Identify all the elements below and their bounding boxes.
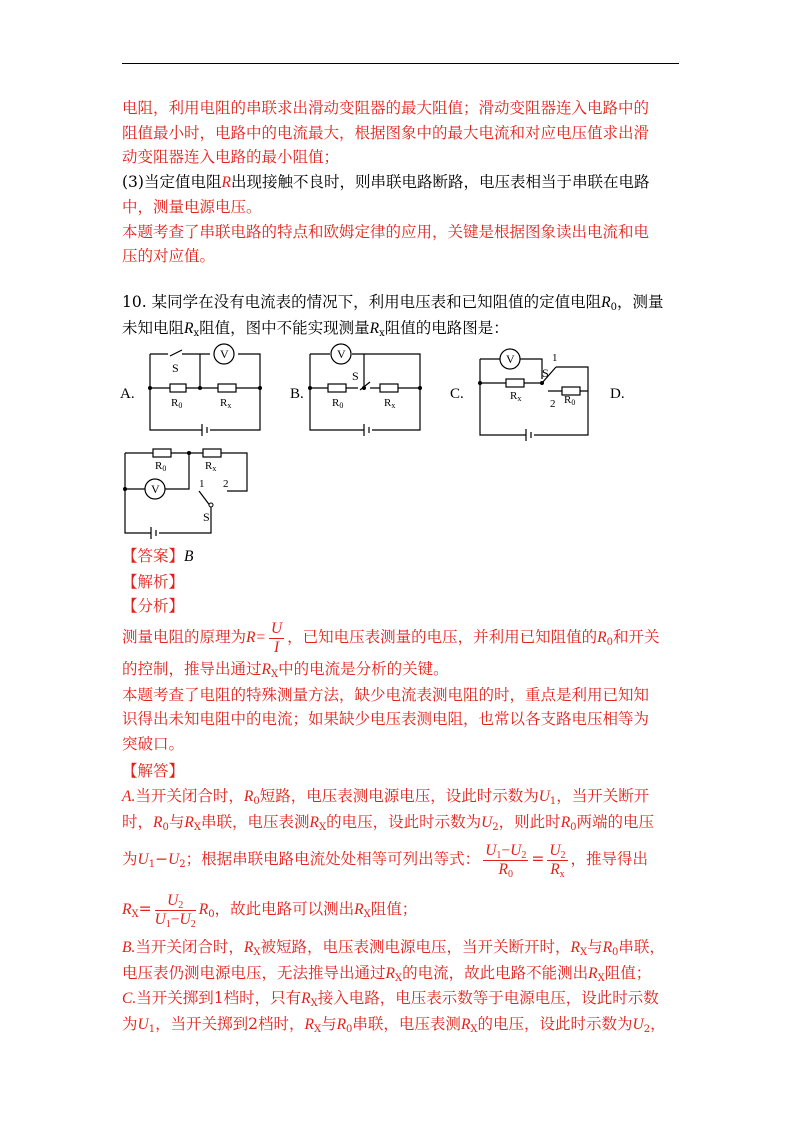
- answer-section: [122, 544, 682, 619]
- option-d-label: D.: [610, 386, 625, 402]
- question-line: 10. 某同学在没有电流表的情况下，利用电压表和已知阻值的定值电阻$R_0$，测量: [122, 293, 664, 313]
- result-fraction: $\frac{U_2}{U_1-U_2}$: [154, 891, 196, 930]
- solution-line: B.当开关闭合时，$R_X$被短路，电压表测电源电压，当开关断开时，$R_X$与$R_0$串联，: [122, 938, 665, 958]
- question-line: 未知电阻$R_x$阻值，图中不能实现测量$R_x$阻值的电路图是：: [122, 318, 509, 339]
- solution-line: 时，$R_0$与$R_X$串联，电压表测$R_X$的电压，设此时示数为$U_2$，则此时$R_0$两端的电压: [122, 812, 655, 833]
- contact-1-label: 1: [552, 352, 558, 364]
- r0-label: R0: [332, 397, 344, 410]
- analysis-line: 突破口。: [122, 734, 185, 753]
- option-b-label: B.: [290, 386, 304, 402]
- switch-label: S: [352, 369, 359, 383]
- contact-2-label: 2: [223, 478, 229, 490]
- switch-label: S: [203, 510, 210, 524]
- equation-lhs: $\frac{U_1-U_2}{R_0}$: [485, 841, 527, 880]
- text-line: 压的对应值。: [122, 247, 216, 265]
- header-rule: [122, 63, 679, 64]
- answer-line: 【答案】B: [122, 547, 194, 565]
- fenxi-heading: 【分析】: [122, 597, 185, 615]
- analysis-line: 识得出未知电阻中的电流；如果缺少电压表测电阻，也常以各支路电压相等为: [122, 710, 650, 728]
- solution-line: 为$U_1-U_2$；根据串联电路电流处处相等可列出等式： $\frac{U_1-U_2}{R_0}$ = $\frac{U_2}{R_x}$ ，推导得出: [122, 841, 649, 880]
- rx-label: Rx: [384, 397, 396, 410]
- rx-label: Rx: [220, 397, 232, 410]
- solution-line: $R_X=$ $\frac{U_2}{U_1-U_2}$ $R_0$，故此电路可以测出$R_X$阻值；: [122, 891, 418, 930]
- option-a-label: A.: [120, 386, 135, 402]
- circuit-d-diagram: [115, 445, 255, 545]
- solution-text: [122, 784, 682, 1037]
- text-line: 中，测量电源电压。: [122, 198, 262, 216]
- r0-label: R0: [171, 397, 183, 410]
- solution-line: 电压表仍测电源电压，无法推导出通过$R_X$的电流，故此电路不能测出$R_X$阻值；: [122, 963, 652, 984]
- equation-rhs: $\frac{U_2}{R_x}$: [549, 841, 566, 880]
- switch-label: S: [542, 366, 549, 380]
- analysis-text: [122, 618, 682, 756]
- previous-analysis: [122, 96, 682, 269]
- circuit-c-diagram: [470, 345, 600, 445]
- switch-label: S: [172, 361, 179, 375]
- contact-2-label: 2: [550, 398, 556, 410]
- jieda-heading: 【解答】: [122, 762, 185, 780]
- jiexi-heading: 【解析】: [122, 572, 185, 591]
- voltmeter-label: V: [151, 482, 160, 496]
- voltmeter-label: V: [337, 347, 346, 361]
- voltmeter-label: V: [220, 347, 229, 361]
- solution-line: 为$U_1$，当开关掷到2档时，$R_X$与$R_0$串联，电压表测$R_X$的电压，设此时示数为$U_2$，: [122, 1014, 666, 1035]
- analysis-line: 本题考查了电阻的特殊测量方法，缺少电流表测电阻的时，重点是利用已知知: [122, 685, 650, 704]
- text-line: 电阻，利用电阻的串联求出滑动变阻器的最大阻值；滑动变阻器连入电路中的: [122, 99, 650, 117]
- rx-label: Rx: [205, 460, 217, 473]
- text-line: 本题考查了串联电路的特点和欧姆定律的应用，关键是根据图象读出电流和电: [122, 222, 650, 241]
- r0-label: R0: [564, 394, 576, 407]
- question-10: [122, 290, 682, 341]
- circuit-b-diagram: [300, 340, 435, 440]
- circuit-a-diagram: [140, 340, 270, 440]
- contact-1-label: 1: [199, 478, 205, 490]
- solution-line: A.当开关闭合时，$R_0$短路，电压表测电源电压，设此时示数为$U_1$，当开关断开: [122, 787, 650, 807]
- solution-line: C.当开关掷到1档时，只有$R_X$接入电路，电压表示数等于电源电压，设此时示数: [122, 989, 659, 1009]
- rx-label: Rx: [510, 390, 522, 403]
- text-line: (3)当定值电阻R出现接触不良时，则串联电路断路，电压表相当于串联在电路: [122, 172, 650, 191]
- analysis-line: 的控制，推导出通过$R_X$中的电流是分析的关键。: [122, 660, 449, 680]
- analysis-line: 测量电阻的原理为R= $\frac{U}{I}$ ，已知电压表测量的电压，并利用已知阻值的$R_0$和开关: [122, 619, 660, 656]
- option-c-label: C.: [450, 386, 464, 402]
- text-line: 动变阻器连入电路的最小阻值；: [122, 148, 340, 166]
- text-line: 阻值最小时，电路中的电流最大，根据图象中的最大电流和对应电压值求出滑: [122, 123, 650, 142]
- r0-label: R0: [155, 460, 167, 473]
- voltmeter-label: V: [506, 352, 515, 366]
- jieda-block: [122, 759, 682, 784]
